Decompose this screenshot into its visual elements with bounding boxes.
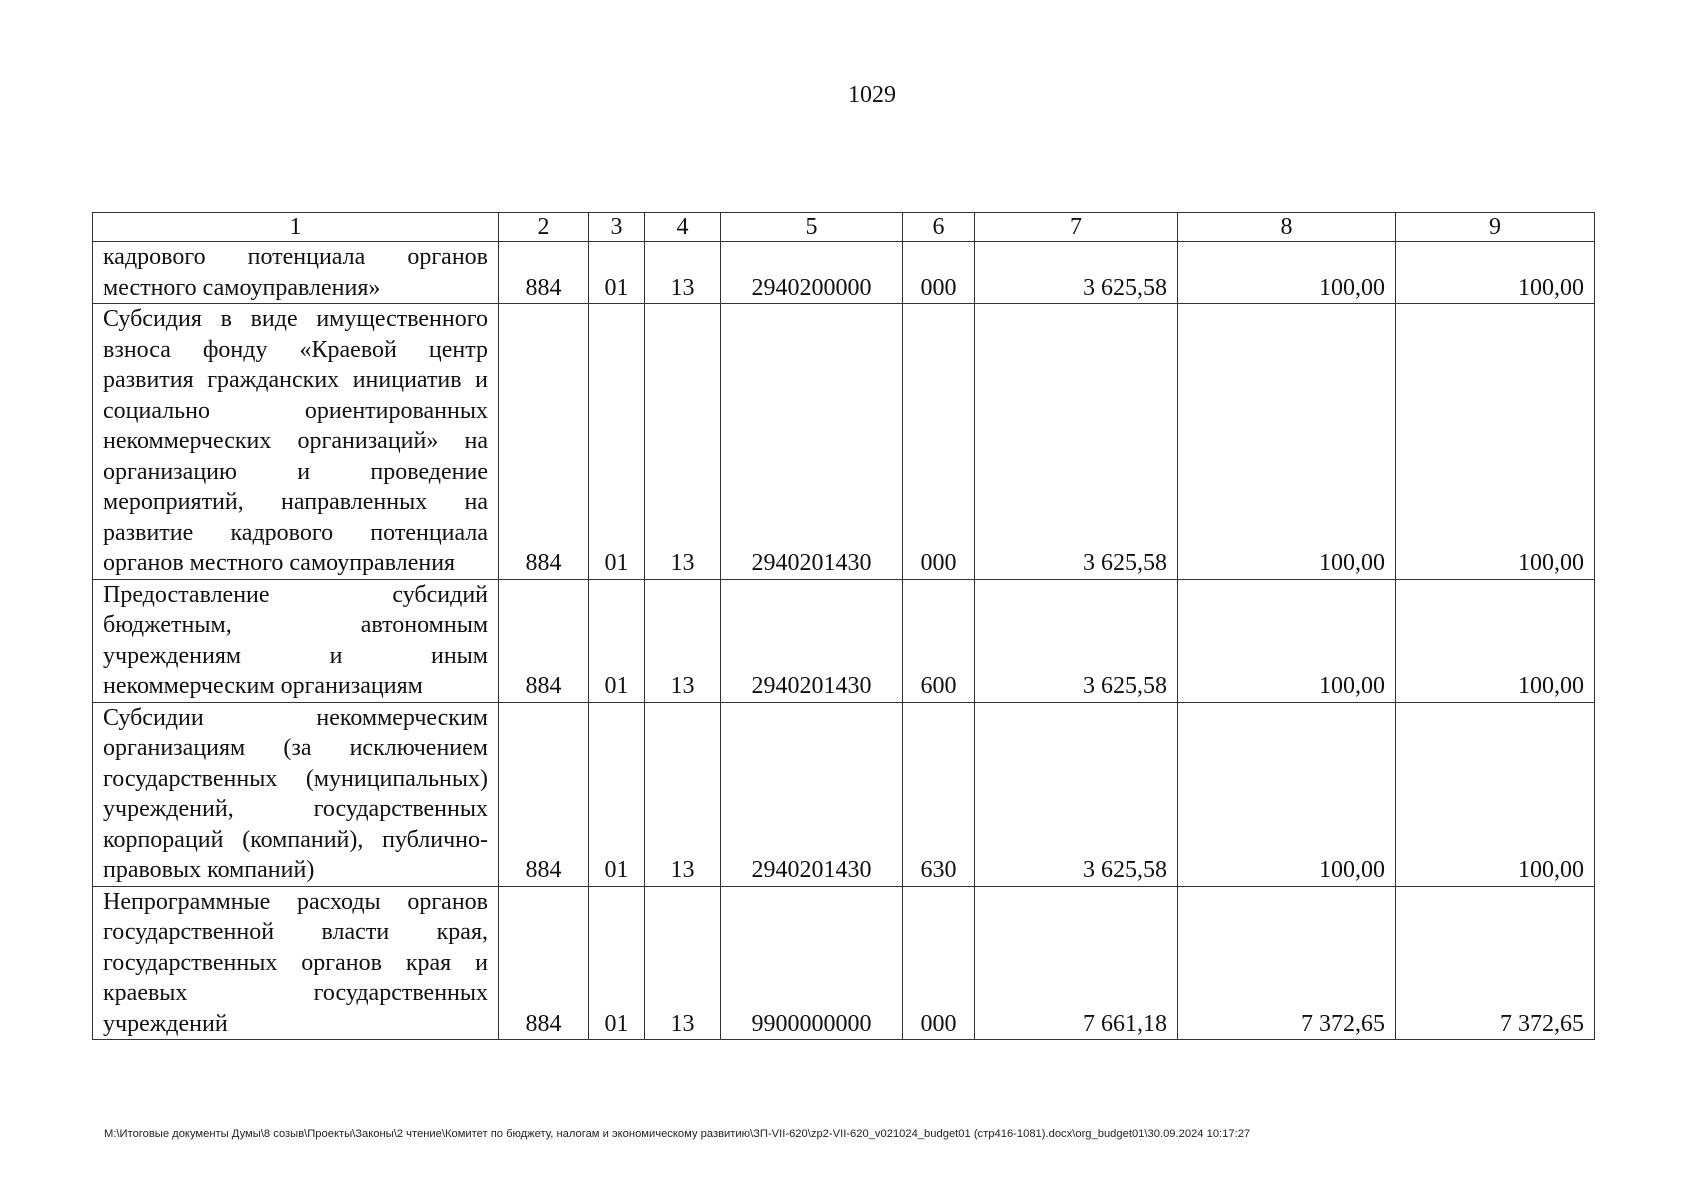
table-cell: 884: [499, 242, 589, 304]
file-path-footer: M:\Итоговые документы Думы\8 созыв\Проекты\Законы\2 чтение\Комитет по бюджету, налогам и экономическому развитию\ЗП-VII-620\zp2-VII-620_v021024_budget01 (стр416-1081).docx\org_budget01\30.09.2024 10:17:27: [104, 1128, 1251, 1140]
table-cell: 000: [903, 242, 975, 304]
table-cell: 100,00: [1396, 242, 1595, 304]
table-cell: 01: [589, 579, 645, 702]
table-cell: 600: [903, 579, 975, 702]
table-cell: 7 372,65: [1178, 886, 1396, 1040]
row-description: кадрового потенциала органов местного самоуправления»: [93, 242, 499, 304]
table-cell: 000: [903, 886, 975, 1040]
table-cell: 7 661,18: [975, 886, 1178, 1040]
table-row: [93, 242, 1595, 304]
table-cell: 3 625,58: [975, 242, 1178, 304]
table-cell: 100,00: [1178, 702, 1396, 886]
budget-table: [92, 212, 1595, 1040]
table-cell: 2940201430: [721, 579, 903, 702]
table-cell: 100,00: [1396, 702, 1595, 886]
table-cell: 7 372,65: [1396, 886, 1595, 1040]
row-description: Субсидии некоммерческим организациям (за исключением государственных (муниципальных) учреждений, государственных корпораций (компаний), публично-правовых компаний): [93, 702, 499, 886]
column-header: 2: [499, 213, 589, 242]
table-row: [93, 886, 1595, 1040]
table-cell: 3 625,58: [975, 304, 1178, 580]
table-cell: 13: [645, 242, 721, 304]
table-header-row: [93, 213, 1595, 242]
row-description: Непрограммные расходы органов государственной власти края, государственных органов края и краевых государственных учреждений: [93, 886, 499, 1040]
column-header: 4: [645, 213, 721, 242]
table-cell: 01: [589, 886, 645, 1040]
table-row: [93, 579, 1595, 702]
table-cell: 884: [499, 886, 589, 1040]
table-cell: 100,00: [1396, 304, 1595, 580]
table-cell: 01: [589, 304, 645, 580]
column-header: 5: [721, 213, 903, 242]
column-header: 6: [903, 213, 975, 242]
table-cell: 100,00: [1178, 304, 1396, 580]
column-header: 1: [93, 213, 499, 242]
page-number: 1029: [848, 82, 896, 108]
column-header: 3: [589, 213, 645, 242]
table-cell: 2940201430: [721, 304, 903, 580]
table-cell: 100,00: [1178, 579, 1396, 702]
table-cell: 13: [645, 304, 721, 580]
table-cell: 13: [645, 702, 721, 886]
row-description: Субсидия в виде имущественного взноса фонду «Краевой центр развития гражданских инициатив и социально ориентированных некоммерческих организаций» на организацию и проведение мероприятий, направленных на развитие кадрового потенциала органов местного самоуправления: [93, 304, 499, 580]
table-cell: 13: [645, 579, 721, 702]
table-row: [93, 702, 1595, 886]
column-header: 9: [1396, 213, 1595, 242]
table-cell: 100,00: [1396, 579, 1595, 702]
table-cell: 01: [589, 702, 645, 886]
table-cell: 884: [499, 702, 589, 886]
table-cell: 9900000000: [721, 886, 903, 1040]
table-cell: 100,00: [1178, 242, 1396, 304]
table-cell: 630: [903, 702, 975, 886]
column-header: 8: [1178, 213, 1396, 242]
table-cell: 884: [499, 304, 589, 580]
table-cell: 3 625,58: [975, 579, 1178, 702]
table-cell: 000: [903, 304, 975, 580]
table-cell: 01: [589, 242, 645, 304]
table-cell: 13: [645, 886, 721, 1040]
table-cell: 884: [499, 579, 589, 702]
column-header: 7: [975, 213, 1178, 242]
table-cell: 2940200000: [721, 242, 903, 304]
table-cell: 2940201430: [721, 702, 903, 886]
table-cell: 3 625,58: [975, 702, 1178, 886]
row-description: Предоставление субсидий бюджетным, автономным учреждениям и иным некоммерческим организациям: [93, 579, 499, 702]
table-row: [93, 304, 1595, 580]
